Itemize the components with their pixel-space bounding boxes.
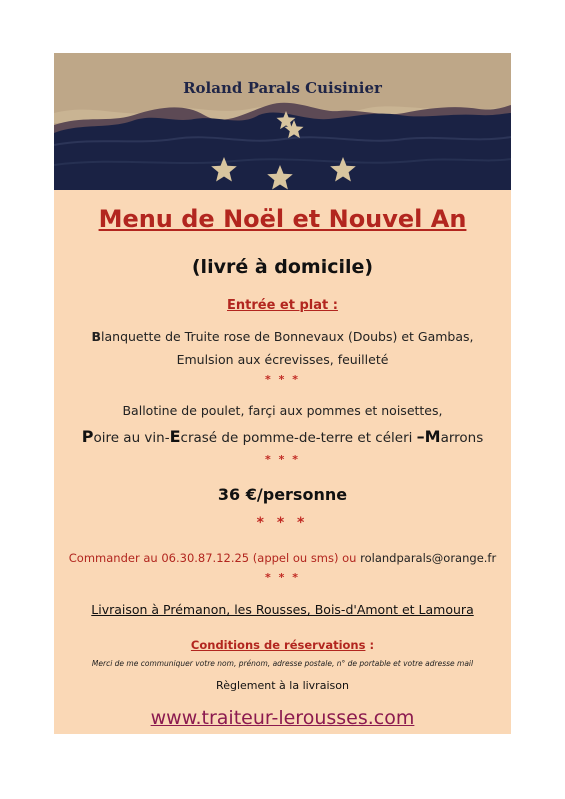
course1-line1: [54, 329, 511, 344]
delivery-area: Livraison à Prémanon, les Rousses, Bois-d'Amont et Lamoura: [91, 602, 474, 617]
brand-title: Roland Parals Cuisinier: [183, 79, 382, 97]
initial-letter: E: [169, 427, 181, 446]
course2-text-part: arrons: [440, 430, 484, 446]
course1-line2: Emulsion aux écrevisses, feuilleté: [176, 352, 389, 367]
course2-text-part: crasé de pomme-de-terre et céleri: [180, 430, 417, 446]
course2-text-part: oire au vin-: [93, 430, 170, 446]
customer-info-request: Merci de me communiquer votre nom, prénom, adresse postale, n° de portable et votre adresse mail: [91, 659, 474, 668]
payment-info: Règlement à la livraison: [216, 679, 349, 692]
separator-stars: * * *: [265, 571, 300, 584]
course2-line2: [54, 427, 511, 446]
menu-heading: Menu de Noël et Nouvel An: [98, 205, 467, 233]
initial-letter: –M: [416, 427, 441, 446]
conditions-heading: [54, 638, 511, 652]
separator-stars: * * *: [256, 515, 309, 531]
delivery-subheading: (livré à domicile): [191, 256, 374, 278]
initial-letter: B: [91, 329, 102, 344]
course2-line1: Ballotine de poulet, farçi aux pommes et noisettes,: [122, 403, 443, 418]
mountain-landscape-image: [54, 53, 511, 190]
email-link[interactable]: rolandparals@orange.fr: [360, 551, 497, 565]
section-title: Entrée et plat :: [227, 298, 338, 313]
order-contact: [54, 551, 511, 565]
conditions-title: Conditions de réservations: [190, 638, 366, 652]
course1-line1-text: lanquette de Truite rose de Bonnevaux (Doubs) et Gambas,: [101, 329, 474, 344]
conditions-suffix: :: [365, 638, 375, 652]
separator-stars: * * *: [265, 453, 300, 466]
order-phone-text: Commander au 06.30.87.12.25 (appel ou sms) ou: [68, 551, 361, 565]
price: 36 €/personne: [217, 485, 348, 504]
initial-letter: P: [81, 427, 94, 446]
menu-sheet: [54, 53, 511, 734]
website-link[interactable]: www.traiteur-lerousses.com: [150, 707, 415, 729]
separator-stars: * * *: [265, 373, 300, 386]
header-banner: [54, 53, 511, 190]
